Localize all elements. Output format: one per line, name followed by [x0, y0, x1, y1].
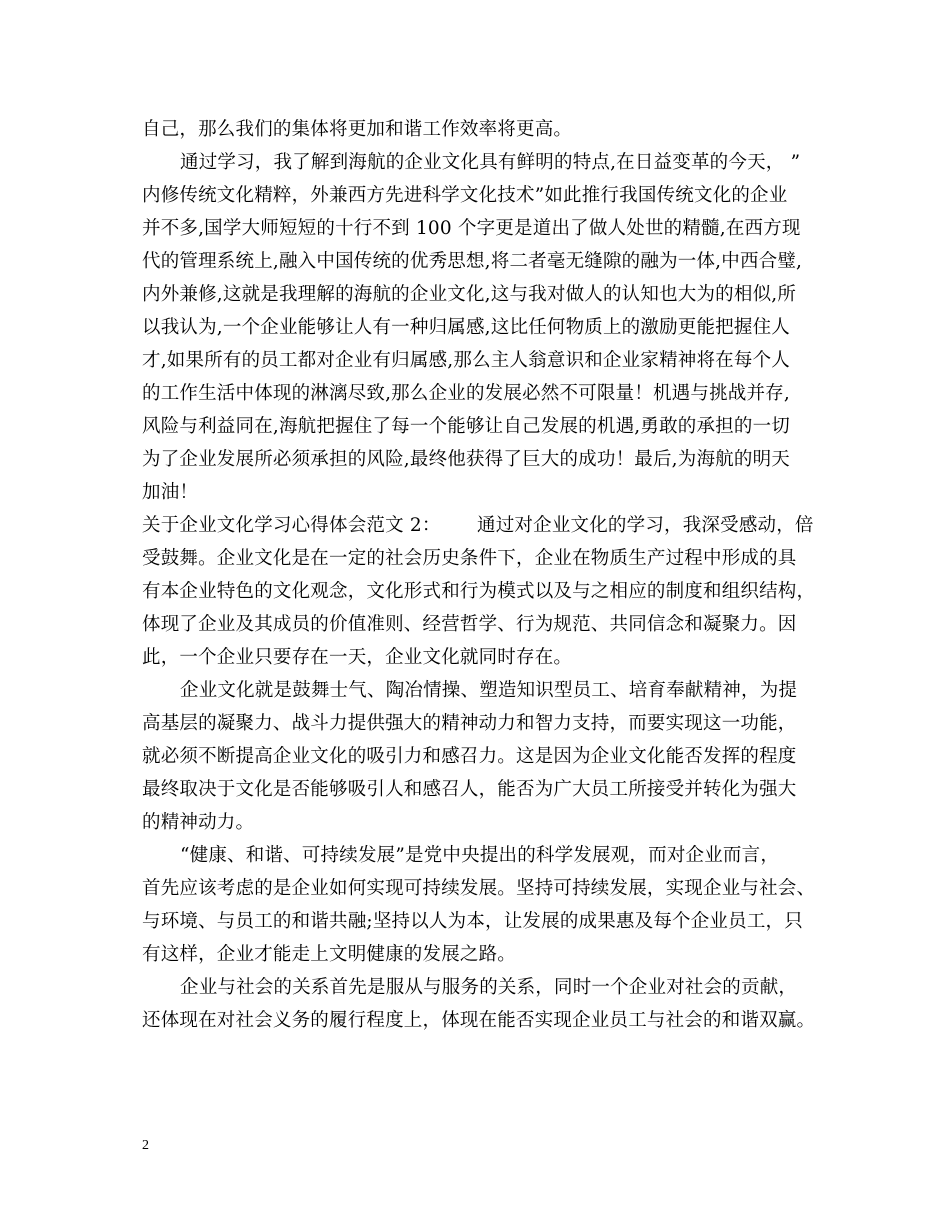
text-line: 还体现在对社会义务的履行程度上，体现在能否实现企业员工与社会的和谐双赢。 [142, 1010, 816, 1031]
text-line: 有本企业特色的文化观念，文化形式和行为模式以及与之相应的制度和组织结构， [142, 581, 816, 602]
text-line: 体现了企业及其成员的价值准则、经营哲学、行为规范、共同信念和凝聚力。因 [142, 614, 797, 635]
text-line: 企业与社会的关系首先是服从与服务的关系，同时一个企业对社会的贡献， [180, 977, 798, 998]
text-line: 企业文化就是鼓舞士气、陶冶情操、塑造知识型员工、培育奉献精神，为提 [180, 680, 798, 701]
text-line: 为了企业发展所必须承担的风险,最终他获得了巨大的成功！最后,为海航的明天 [142, 449, 790, 470]
text-line: 的工作生活中体现的淋漓尽致,那么企业的发展必然不可限量！机遇与挑战并存, [142, 383, 790, 404]
text-line: 受鼓舞。企业文化是在一定的社会历史条件下，企业在物质生产过程中形成的具 [142, 548, 797, 569]
text-line: 并不多,国学大师短短的十行不到 100 个字更是道出了做人处世的精髓,在西方现 [142, 218, 801, 239]
text-line: “健康、和谐、可持续发展”是党中央提出的科学发展观，而对企业而言， [180, 845, 780, 866]
text-line: 以我认为,一个企业能够让人有一种归属感,这比任何物质上的激励更能把握住人 [142, 317, 790, 338]
text-line: 内外兼修,这就是我理解的海航的企业文化,这与我对做人的认知也大为的相似,所 [142, 284, 797, 305]
page-number: 2 [142, 1138, 149, 1153]
text-line: 风险与利益同在,海航把握住了每一个能够让自己发展的机遇,勇敢的承担的一切 [142, 416, 790, 437]
text-line: 高基层的凝聚力、战斗力提供强大的精神动力和智力支持，而要实现这一功能， [142, 713, 797, 734]
text-line: 加油！ [142, 482, 199, 503]
text-line: 有这样，企业才能走上文明健康的发展之路。 [142, 944, 517, 965]
text-line: 此，一个企业只要存在一天，企业文化就同时存在。 [142, 647, 573, 668]
section-heading-line: 关于企业文化学习心得体会范文 2： 通过对企业文化的学习，我深受感动，倍 [142, 515, 814, 536]
text-line: 才,如果所有的员工都对企业有归属感,那么主人翁意识和企业家精神将在每个人 [142, 350, 790, 371]
text-line: 自己，那么我们的集体将更加和谐工作效率将更高。 [142, 119, 573, 140]
text-line: 内修传统文化精粹，外兼西方先进科学文化技术”如此推行我国传统文化的企业 [142, 185, 788, 206]
document-body [142, 113, 832, 1037]
text-line: 首先应该考虑的是企业如何实现可持续发展。坚持可持续发展，实现企业与社会、 [142, 878, 816, 899]
text-line: 就必须不断提高企业文化的吸引力和感召力。这是因为企业文化能否发挥的程度 [142, 746, 797, 767]
text-line: 最终取决于文化是否能够吸引人和感召人，能否为广大员工所接受并转化为强大 [142, 779, 797, 800]
text-line: 的精神动力。 [142, 812, 255, 833]
text-line: 通过学习，我了解到海航的企业文化具有鲜明的特点,在日益变革的今天， ” [180, 152, 801, 173]
text-line: 与环境、与员工的和谐共融;坚持以人为本，让发展的成果惠及每个企业员工，只 [142, 911, 803, 932]
text-line: 代的管理系统上,融入中国传统的优秀思想,将二者毫无缝隙的融为一体,中西合璧, [142, 251, 803, 272]
